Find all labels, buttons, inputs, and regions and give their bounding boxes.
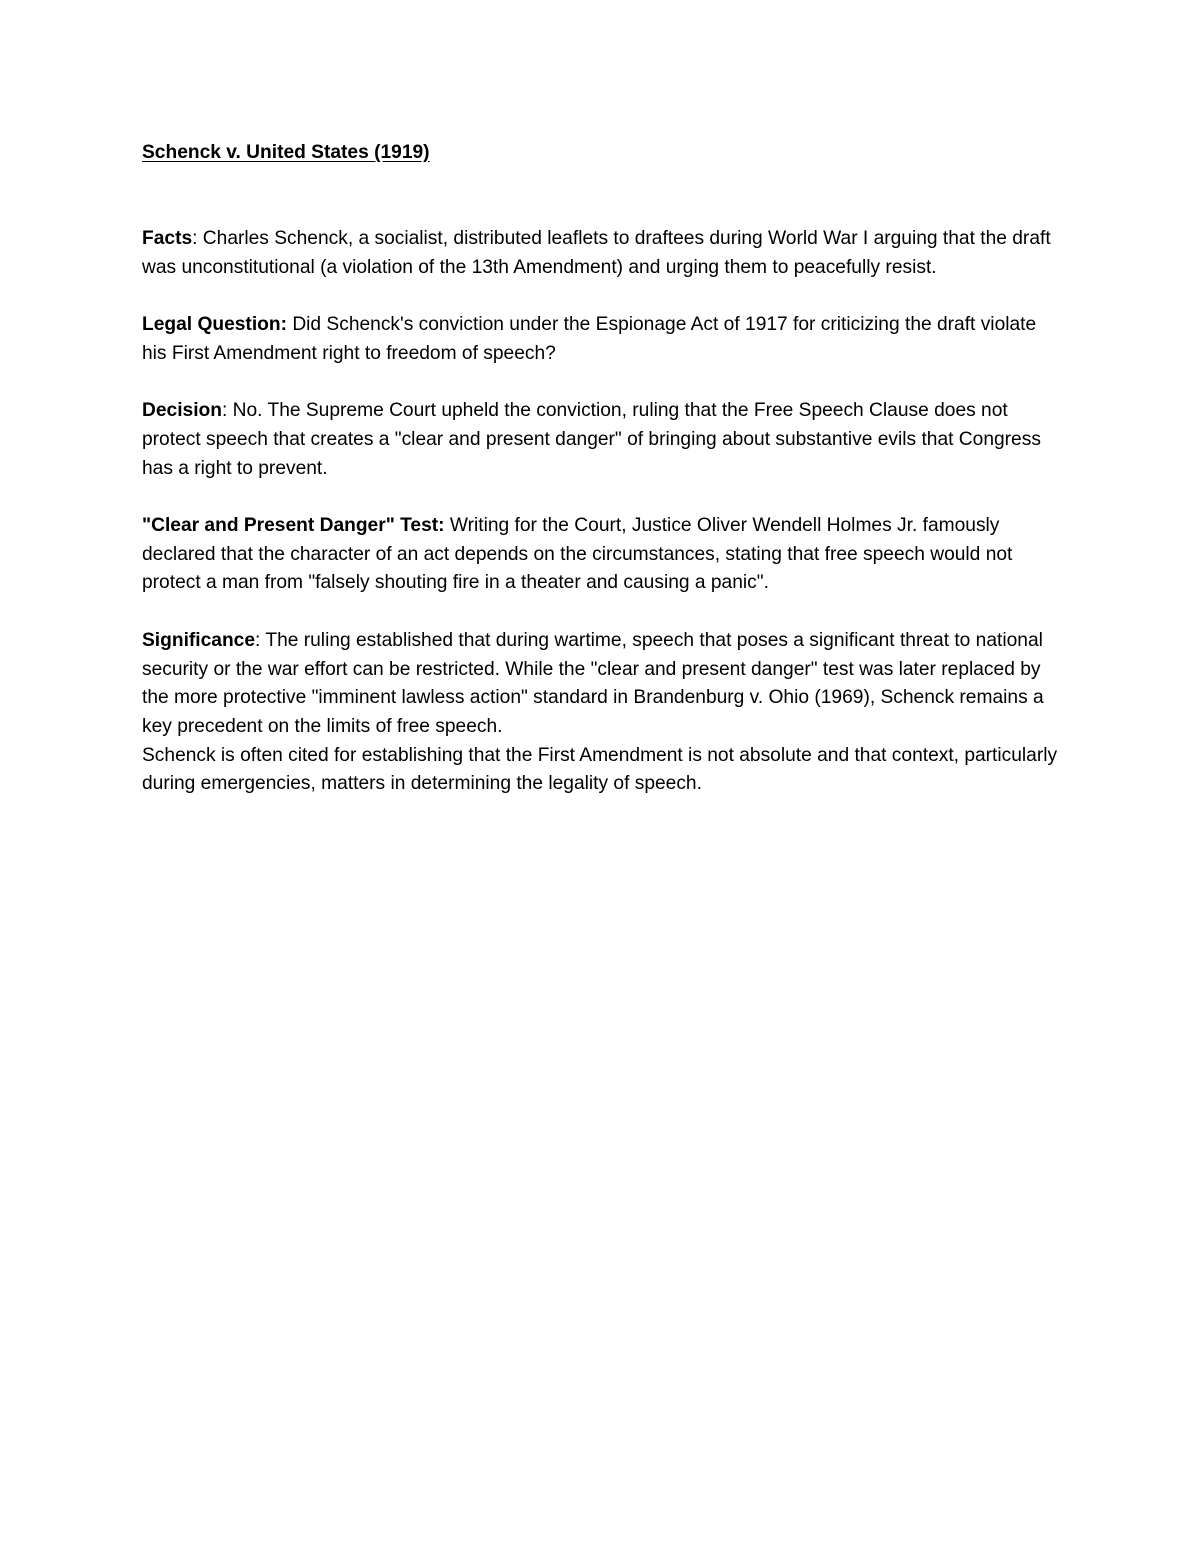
significance-paragraph xyxy=(142,627,1062,742)
facts-text: : Charles Schenck, a socialist, distributed leaflets to draftees during World War I arguing that the draft was unconstitutional (a violation of the 13th Amendment) and urging them to peacefully resist. xyxy=(142,228,1051,278)
decision-label: Decision xyxy=(142,400,222,422)
legal-question-text: Did Schenck's conviction under the Espionage Act of 1917 for criticizing the draft violate his First Amendment right to freedom of speech? xyxy=(142,314,1037,364)
decision-paragraph xyxy=(142,397,1062,483)
significance-label: Significance xyxy=(142,629,256,651)
facts-paragraph xyxy=(142,225,1062,282)
title-spacer xyxy=(142,168,1062,225)
legal-question-paragraph xyxy=(142,311,1062,368)
document-body xyxy=(142,139,1062,799)
clear-present-danger-text: Writing for the Court, Justice Oliver Wendell Holmes Jr. famously declared that the character of an act depends on the circumstances, stating that free speech would not protect a man from "falsely shouting fire in a theater and causing a panic". xyxy=(142,515,1013,594)
document-title: Schenck v. United States (1919) xyxy=(142,142,430,163)
legal-question-label: Legal Question: xyxy=(142,314,287,336)
clear-present-danger-paragraph xyxy=(142,512,1062,598)
decision-text: : No. The Supreme Court upheld the conviction, ruling that the Free Speech Clause does not protect speech that creates a "clear and present danger" of bringing about substantive evils that Congress has a right to prevent. xyxy=(142,400,1041,479)
significance-text: : The ruling established that during wartime, speech that poses a significant threat to national security or the war effort can be restricted. While the "clear and present danger" test was later replaced by the more protective "imminent lawless action" standard in Brandenburg v. Ohio (1969), Schenck remains a key precedent on the limits of free speech. xyxy=(142,629,1044,737)
facts-label: Facts xyxy=(142,228,193,250)
closing-paragraph: Schenck is often cited for establishing that the First Amendment is not absolute and that context, particularly during emergencies, matters in determining the legality of speech. xyxy=(142,744,1058,795)
clear-present-danger-label: "Clear and Present Danger" Test: xyxy=(142,515,445,537)
